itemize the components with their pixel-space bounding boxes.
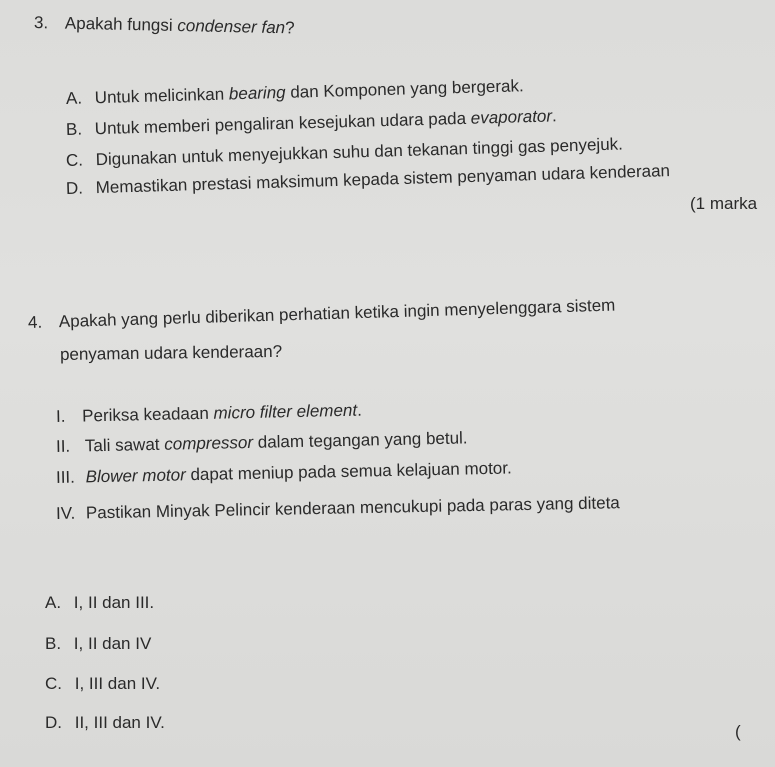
- statement-text: Pastikan Minyak Pelincir kenderaan mencukupi pada paras yang diteta: [85, 493, 620, 523]
- option-text: I, II dan IV: [73, 634, 152, 653]
- question-4-option-a: [45, 593, 154, 613]
- statement-text-italic: micro filter element: [213, 400, 358, 423]
- question-4-option-b: [45, 634, 151, 654]
- option-text: I, III dan IV.: [74, 674, 161, 693]
- option-text: II, III dan IV.: [74, 713, 165, 732]
- option-text-italic: bearing: [228, 82, 286, 104]
- question-4-option-d: [45, 713, 165, 733]
- option-letter: B.: [65, 119, 83, 139]
- question-4-number: 4.: [27, 312, 43, 332]
- statement-text-end: dapat meniup pada semua kelajuan motor.: [185, 458, 512, 485]
- statement-text: Periksa keadaan: [81, 403, 214, 426]
- statement-2: [56, 428, 468, 457]
- statement-roman: III.: [55, 467, 76, 487]
- statement-text-end: dalam tegangan yang betul.: [252, 428, 468, 452]
- statement-roman: IV.: [55, 503, 76, 523]
- question-3-text-part2: ?: [284, 18, 295, 38]
- option-text: Untuk melicinkan: [94, 84, 230, 108]
- question-4-option-c: [45, 674, 160, 694]
- option-letter: B.: [45, 634, 62, 653]
- option-letter: C.: [45, 674, 62, 693]
- statement-roman: I.: [55, 406, 66, 426]
- statement-roman: II.: [55, 436, 71, 456]
- question-3-number: 3.: [33, 13, 49, 33]
- option-letter: D.: [65, 178, 84, 198]
- statement-text-italic: Blower motor: [85, 465, 186, 487]
- option-letter: C.: [65, 150, 84, 170]
- statement-4: [56, 493, 620, 524]
- question-4-text-line1: Apakah yang perlu diberikan perhatian ketika ingin menyelenggara sistem: [58, 295, 616, 332]
- statement-1: [56, 401, 362, 427]
- question-3-option-b: [66, 106, 557, 140]
- option-letter: A.: [45, 593, 62, 612]
- question-3-option-a: [66, 76, 524, 109]
- statement-3: [56, 458, 512, 488]
- option-text: Untuk memberi pengaliran kesejukan udara pada: [94, 108, 472, 139]
- option-text: Digunakan untuk menyejukkan suhu dan tekanan tinggi gas penyejuk.: [95, 134, 624, 170]
- question-4-marks: (: [735, 722, 741, 741]
- option-letter: D.: [45, 713, 62, 732]
- option-text-end: dan Komponen yang bergerak.: [285, 76, 524, 102]
- option-letter: A.: [65, 88, 83, 108]
- option-text: Memastikan prestasi maksimum kepada sistem penyaman udara kenderaan: [95, 161, 671, 198]
- question-3-text-part1: Apakah fungsi: [64, 13, 178, 36]
- option-text-italic: evaporator: [470, 106, 553, 128]
- statement-text-end: .: [356, 400, 363, 420]
- question-3-stem: [34, 13, 295, 38]
- question-4-stem-line1: [28, 296, 616, 333]
- question-3-marks: (1 marka: [690, 194, 758, 213]
- question-3-text-italic: condenser fan: [177, 16, 286, 38]
- statement-text: Tali sawat: [84, 434, 165, 456]
- option-text-end: .: [551, 106, 557, 126]
- statement-text-italic: compressor: [164, 432, 254, 454]
- question-4-stem-line2: penyaman udara kenderaan?: [59, 341, 283, 364]
- option-text: I, II dan III.: [73, 593, 155, 612]
